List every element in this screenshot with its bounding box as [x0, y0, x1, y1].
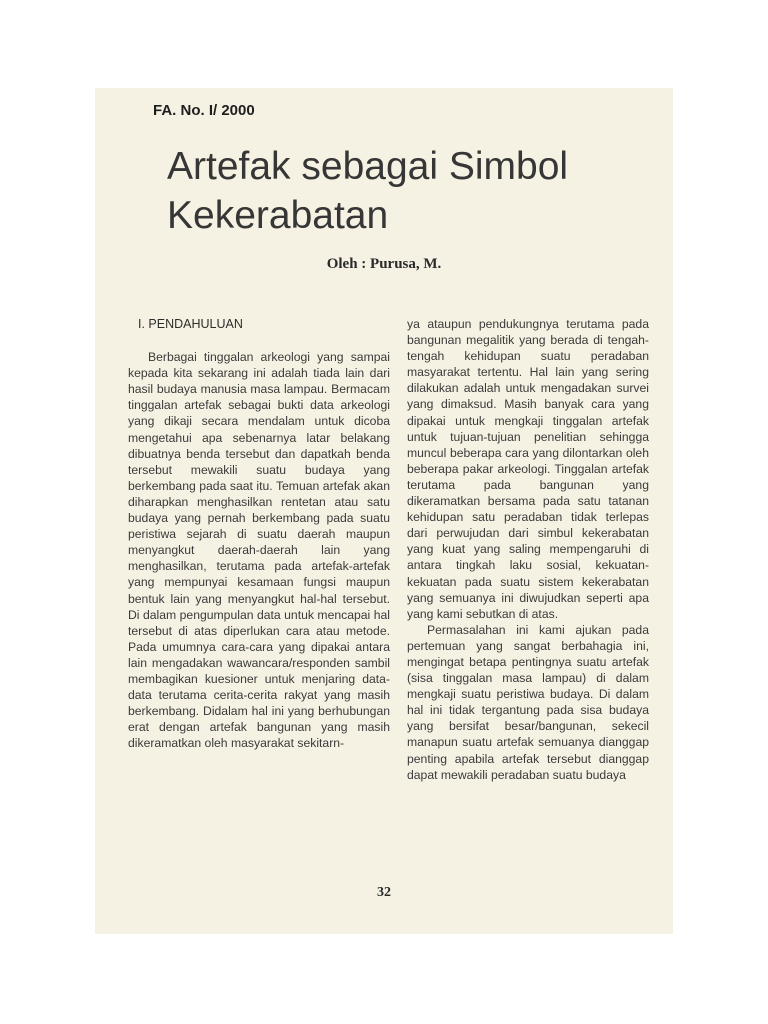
page-number: 32 — [377, 885, 391, 900]
article-author: Oleh : Purusa, M. — [326, 256, 442, 272]
document-page — [95, 88, 673, 934]
section-heading: I. PENDAHULUAN — [138, 317, 243, 331]
body-paragraph: ya ataupun pendukungnya terutama pada bangunan megalitik yang berada di tengah-tengah kehidupan suatu peradaban masyarakat tertentu. Hal lain yang sering dilakukan adalah untuk mengadakan survei yang dimaksud. Masih banyak cara yang dipakai untuk mengkaji tinggalan artefak untuk tujuan-tujuan penelitian sehingga muncul beberapa cara yang dilontarkan oleh beberapa pakar arkeologi. Tinggalan artefak terutama pada bangunan yang dikeramatkan bersama pada satu tatanan kehidupan satu peradaban tidak terlepas dari perwujudan dari simbul kekerabatan yang kuat yang saling mempengaruhi di antara tingkah laku sosial, kekuatan-kekuatan pada suatu sistem kekerabatan yang semuanya ini diwujudkan seperti apa yang kami sebutkan di atas. — [407, 317, 649, 621]
article-title: Artefak sebagai Simbol Kekerabatan — [167, 145, 569, 237]
body-paragraph: Berbagai tinggalan arkeologi yang sampai kepada kita sekarang ini adalah tiada lain dari hasil budaya manusia masa lampau. Bermacam tinggalan artefak sebagai bukti data arkeologi yang dikaji secara mendalam untuk dicoba mengetahui apa sebenarnya latar belakang dibuatnya benda tersebut dan dapatkah benda tersebut mewakili suatu budaya yang berkembang pada saat itu. Temuan artefak akan diharapkan menghasilkan rentetan atau satu budaya yang pernah berkembang pada suatu peristiwa sejarah di suatu daerah maupun menyangkut daerah-daerah lain yang menghasilkan, terutama pada artefak-artefak yang mempunyai kesamaan fungsi maupun bentuk lain yang menyangkut hal-hal tersebut. Di dalam pengumpulan data untuk mencapai hal tersebut di atas diperlukan cara atau metode. Pada umumnya cara-cara yang dipakai antara lain mengadakan wawancara/responden sambil membagikan kuesioner untuk menjaring data-data terutama cerita-cerita rakyat yang masih berkembang. Didalam hal ini yang berhubungan erat dengan artefak bangunan yang masih dikeramatkan oleh masyarakat sekitarn- — [128, 350, 390, 751]
body-paragraph: Permasalahan ini kami ajukan pada pertemuan yang sangat berbahagia ini, mengingat betapa pentingnya suatu artefak (sisa tinggalan masa lampau) di dalam mengkaji suatu peristiwa budaya. Di dalam hal ini tidak tergantung pada sisa budaya yang bersifat besar/bangunan, sekecil manapun suatu artefak semuanya dianggap penting apabila artefak tersebut dianggap dapat mewakili peradaban suatu budaya — [407, 622, 649, 782]
right-column — [407, 316, 649, 783]
left-column — [128, 316, 390, 751]
journal-code: FA. No. I/ 2000 — [153, 102, 255, 119]
